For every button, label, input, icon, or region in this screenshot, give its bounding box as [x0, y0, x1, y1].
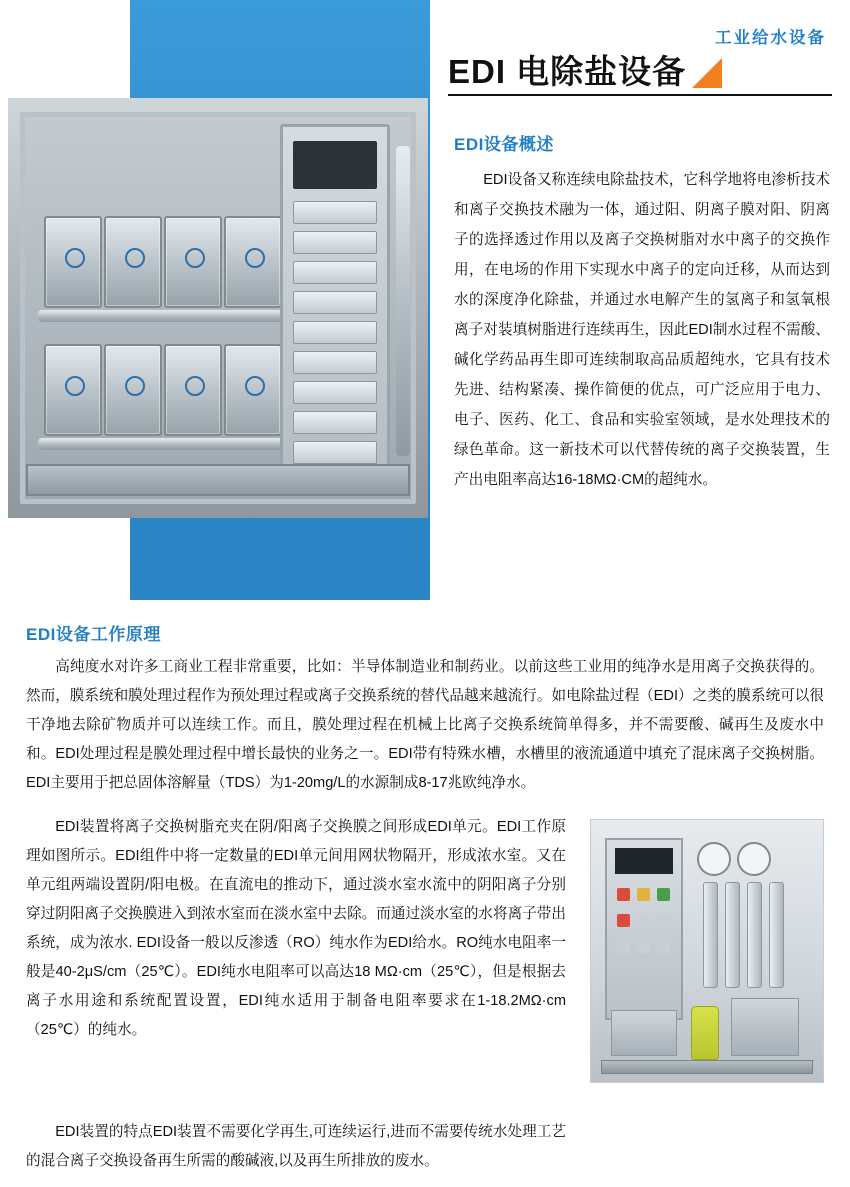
edi-module: [164, 344, 222, 436]
page-title: EDI 电除盐设备: [448, 53, 687, 90]
membrane-tube: [747, 882, 762, 988]
small-control-panel: [605, 838, 683, 1020]
panel-indicator-red: [617, 888, 630, 901]
edi-module: [104, 344, 162, 436]
cabinet-control-row: [293, 261, 377, 284]
pump-housing: [731, 998, 799, 1056]
main-equipment-photo: [8, 98, 428, 518]
principle-paragraph-2: EDI装置将离子交换树脂充夹在阴/阳离子交换膜之间形成EDI单元。EDI工作原理如图所示。EDI组件中将一定数量的EDI单元间用网状物隔开，形成浓水室。又在单元组两端设置阴/阳电极。在直流电的推动下，通过淡水室水流中的阴阳离子分别穿过阴阳离子交换膜进入到浓水室而在淡水室中去除。而通过淡水室的水将离子带出系统，成为浓水. EDI设备一般以反渗透（RO）纯水作为EDI给水。RO纯水电阻率一般是40-2μS/cm（25℃）。EDI纯水电阻率可以高达18 MΩ·cm（25℃），但是根据去离子水用途和系统配置设置，EDI纯水适用于制备电阻率要求在1-18.2MΩ·cm（25℃）的纯水。: [26, 818, 566, 1038]
membrane-tube: [769, 882, 784, 988]
small-equipment-photo: [590, 819, 824, 1083]
membrane-tube: [725, 882, 740, 988]
manifold-pipe: [38, 438, 284, 450]
panel-indicator-grey: [617, 940, 630, 953]
hero-text-column: [448, 24, 832, 495]
principle-two-column-block: [26, 813, 824, 1083]
equipment-base: [26, 464, 410, 496]
cabinet-control-row: [293, 441, 377, 464]
overview-section-title: EDI设备概述: [454, 135, 554, 155]
cabinet-control-row: [293, 411, 377, 434]
membrane-tube: [703, 882, 718, 988]
cabinet-control-row: [293, 381, 377, 404]
cabinet-control-row: [293, 351, 377, 374]
control-cabinet: [280, 124, 390, 480]
cabinet-control-row: [293, 291, 377, 314]
edi-module: [164, 216, 222, 308]
edi-module: [224, 344, 282, 436]
lower-cabinet: [611, 1010, 677, 1056]
principle-section: [0, 620, 850, 1083]
header-kicker: 工业给水设备: [715, 29, 826, 47]
chemical-tank: [691, 1006, 719, 1060]
principle-paragraph-3: EDI装置的特点EDI装置不需要化学再生,可连续运行,进而不需要传统水处理工艺的混合离子交换设备再生所需的酸碱液,以及再生所排放的废水。: [26, 1124, 566, 1169]
panel-indicator-grey: [657, 914, 670, 927]
orange-triangle-icon: [692, 58, 722, 88]
small-panel-display: [615, 848, 673, 874]
panel-indicator-grey: [637, 940, 650, 953]
overview-body: EDI设备又称连续电除盐技术，它科学地将电渗析技术和离子交换技术融为一体，通过阳、阴离子膜对阳、阴离子的选择透过作用以及离子交换树脂对水中离子的交换作用，在电场的作用下实现水中离子的定向迁移，从而达到水的深度净化除盐，并通过水电解产生的氢离子和氢氧根离子对装填树脂进行连续再生，因此EDI制水过程不需酸、碱化学药品再生即可连续制取高品质超纯水，它具有技术先进、结构紧凑、操作简便的优点，可广泛应用于电力、电子、医药、化工、食品和实验室领域，是水处理技术的绿色革命。这一新技术可以代替传统的离子交换装置，生产出电阻率高达16-18MΩ·CM的超纯水。: [454, 172, 830, 489]
manifold-pipe: [38, 310, 284, 322]
edi-module: [224, 216, 282, 308]
pressure-gauge: [697, 842, 731, 876]
pressure-gauge: [737, 842, 771, 876]
vertical-pipe: [396, 146, 410, 456]
cabinet-display: [293, 141, 377, 189]
cabinet-control-row: [293, 321, 377, 344]
principle-section-title: EDI设备工作原理: [26, 625, 161, 644]
edi-module: [104, 216, 162, 308]
cabinet-control-row: [293, 231, 377, 254]
panel-indicator-yellow: [637, 888, 650, 901]
small-equipment-base: [601, 1060, 813, 1074]
title-divider: [448, 94, 832, 96]
panel-indicator-green: [657, 888, 670, 901]
panel-indicator-grey: [637, 914, 650, 927]
edi-module: [44, 344, 102, 436]
header-title-row: [448, 54, 832, 90]
panel-indicator-grey: [657, 940, 670, 953]
edi-module: [44, 216, 102, 308]
panel-indicator-red: [617, 914, 630, 927]
cabinet-control-row: [293, 201, 377, 224]
principle-paragraph-1: 高纯度水对许多工商业工程非常重要，比如：半导体制造业和制药业。以前这些工业用的纯净水是用离子交换获得的。然而，膜系统和膜处理过程作为预处理过程或离子交换系统的替代品越来越流行。如电除盐过程（EDI）之类的膜系统可以很干净地去除矿物质并可以连续工作。而且，膜处理过程在机械上比离子交换系统简单得多，并不需要酸、碱再生及废水中和。EDI处理过程是膜处理过程中增长最快的业务之一。EDI带有特殊水槽，水槽里的液流通道中填充了混床离子交换树脂。EDI主要用于把总固体溶解量（TDS）为1-20mg/L的水源制成8-17兆欧纯净水。: [26, 659, 824, 791]
